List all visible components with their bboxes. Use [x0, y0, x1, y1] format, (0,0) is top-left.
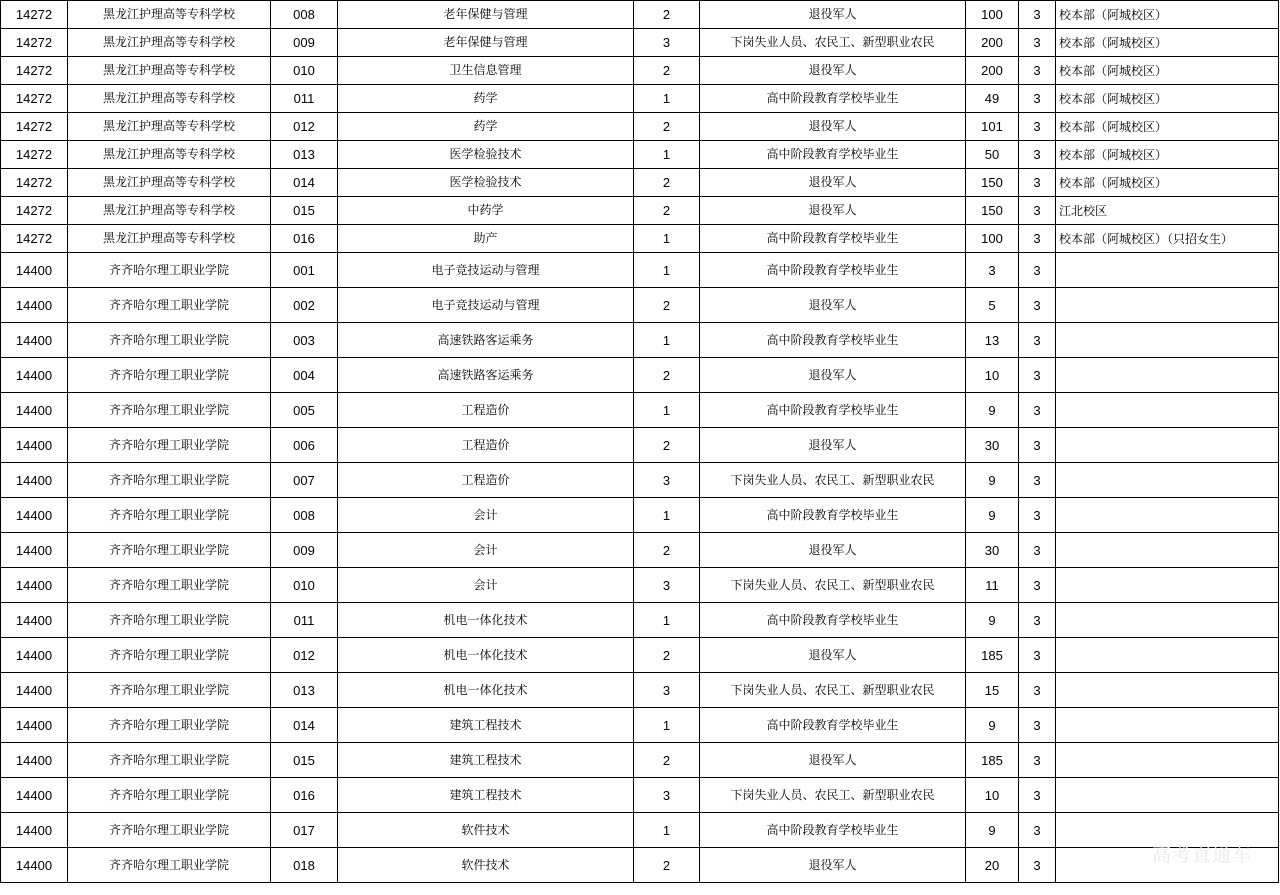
note-cell [1056, 428, 1279, 463]
major-cell: 建筑工程技术 [338, 778, 634, 813]
major-cell: 医学检验技术 [338, 169, 634, 197]
code-cell: 14400 [1, 603, 68, 638]
major-no-cell: 008 [271, 1, 338, 29]
school-cell: 黑龙江护理高等专科学校 [68, 1, 271, 29]
plan-cell: 101 [966, 113, 1019, 141]
school-cell: 齐齐哈尔理工职业学院 [68, 463, 271, 498]
type-cell: 1 [634, 323, 700, 358]
major-no-cell: 013 [271, 673, 338, 708]
years-cell: 3 [1019, 29, 1056, 57]
category-cell: 高中阶段教育学校毕业生 [700, 393, 966, 428]
major-no-cell: 008 [271, 498, 338, 533]
type-cell: 2 [634, 533, 700, 568]
code-cell: 14272 [1, 169, 68, 197]
school-cell: 黑龙江护理高等专科学校 [68, 169, 271, 197]
category-cell: 退役军人 [700, 358, 966, 393]
note-cell [1056, 778, 1279, 813]
plan-cell: 50 [966, 141, 1019, 169]
school-cell: 黑龙江护理高等专科学校 [68, 197, 271, 225]
type-cell: 2 [634, 638, 700, 673]
school-cell: 齐齐哈尔理工职业学院 [68, 603, 271, 638]
table-row [1, 358, 1279, 393]
school-cell: 齐齐哈尔理工职业学院 [68, 533, 271, 568]
category-cell: 高中阶段教育学校毕业生 [700, 85, 966, 113]
major-cell: 药学 [338, 85, 634, 113]
type-cell: 2 [634, 113, 700, 141]
note-cell [1056, 393, 1279, 428]
major-no-cell: 012 [271, 638, 338, 673]
category-cell: 退役军人 [700, 848, 966, 883]
major-no-cell: 018 [271, 848, 338, 883]
major-cell: 机电一体化技术 [338, 603, 634, 638]
major-no-cell: 014 [271, 708, 338, 743]
category-cell: 下岗失业人员、农民工、新型职业农民 [700, 568, 966, 603]
major-cell: 老年保健与管理 [338, 29, 634, 57]
major-no-cell: 002 [271, 288, 338, 323]
type-cell: 3 [634, 778, 700, 813]
plan-cell: 9 [966, 708, 1019, 743]
school-cell: 齐齐哈尔理工职业学院 [68, 778, 271, 813]
years-cell: 3 [1019, 57, 1056, 85]
note-cell [1056, 708, 1279, 743]
table-body [1, 1, 1279, 883]
category-cell: 退役军人 [700, 638, 966, 673]
code-cell: 14400 [1, 288, 68, 323]
years-cell: 3 [1019, 638, 1056, 673]
school-cell: 齐齐哈尔理工职业学院 [68, 498, 271, 533]
category-cell: 退役军人 [700, 169, 966, 197]
years-cell: 3 [1019, 1, 1056, 29]
years-cell: 3 [1019, 533, 1056, 568]
note-cell: 校本部（阿城校区） [1056, 141, 1279, 169]
table-row [1, 141, 1279, 169]
years-cell: 3 [1019, 141, 1056, 169]
note-cell: 校本部（阿城校区） [1056, 85, 1279, 113]
school-cell: 齐齐哈尔理工职业学院 [68, 428, 271, 463]
major-cell: 机电一体化技术 [338, 638, 634, 673]
plan-cell: 11 [966, 568, 1019, 603]
plan-cell: 10 [966, 778, 1019, 813]
major-cell: 药学 [338, 113, 634, 141]
note-cell [1056, 638, 1279, 673]
school-cell: 黑龙江护理高等专科学校 [68, 29, 271, 57]
years-cell: 3 [1019, 358, 1056, 393]
type-cell: 3 [634, 568, 700, 603]
school-cell: 黑龙江护理高等专科学校 [68, 225, 271, 253]
type-cell: 2 [634, 57, 700, 85]
table-row [1, 708, 1279, 743]
major-cell: 助产 [338, 225, 634, 253]
school-cell: 齐齐哈尔理工职业学院 [68, 813, 271, 848]
note-cell [1056, 498, 1279, 533]
code-cell: 14272 [1, 225, 68, 253]
plan-cell: 15 [966, 673, 1019, 708]
category-cell: 退役军人 [700, 113, 966, 141]
note-cell: 江北校区 [1056, 197, 1279, 225]
code-cell: 14400 [1, 673, 68, 708]
code-cell: 14272 [1, 57, 68, 85]
plan-cell: 9 [966, 813, 1019, 848]
note-cell [1056, 743, 1279, 778]
type-cell: 2 [634, 1, 700, 29]
years-cell: 3 [1019, 85, 1056, 113]
note-cell [1056, 568, 1279, 603]
major-no-cell: 013 [271, 141, 338, 169]
code-cell: 14400 [1, 708, 68, 743]
category-cell: 高中阶段教育学校毕业生 [700, 253, 966, 288]
major-no-cell: 012 [271, 113, 338, 141]
major-cell: 医学检验技术 [338, 141, 634, 169]
note-cell: 校本部（阿城校区） [1056, 113, 1279, 141]
major-cell: 老年保健与管理 [338, 1, 634, 29]
category-cell: 退役军人 [700, 197, 966, 225]
school-cell: 齐齐哈尔理工职业学院 [68, 568, 271, 603]
code-cell: 14400 [1, 848, 68, 883]
plan-cell: 9 [966, 603, 1019, 638]
years-cell: 3 [1019, 813, 1056, 848]
category-cell: 下岗失业人员、农民工、新型职业农民 [700, 29, 966, 57]
major-cell: 卫生信息管理 [338, 57, 634, 85]
category-cell: 下岗失业人员、农民工、新型职业农民 [700, 778, 966, 813]
category-cell: 下岗失业人员、农民工、新型职业农民 [700, 463, 966, 498]
category-cell: 高中阶段教育学校毕业生 [700, 603, 966, 638]
type-cell: 1 [634, 813, 700, 848]
category-cell: 退役军人 [700, 428, 966, 463]
type-cell: 1 [634, 393, 700, 428]
major-no-cell: 017 [271, 813, 338, 848]
code-cell: 14400 [1, 533, 68, 568]
category-cell: 高中阶段教育学校毕业生 [700, 813, 966, 848]
type-cell: 1 [634, 253, 700, 288]
code-cell: 14272 [1, 29, 68, 57]
school-cell: 齐齐哈尔理工职业学院 [68, 288, 271, 323]
watermark-text: 高考直通车 [1151, 844, 1252, 866]
type-cell: 3 [634, 673, 700, 708]
table-row [1, 813, 1279, 848]
major-cell: 会计 [338, 568, 634, 603]
code-cell: 14400 [1, 428, 68, 463]
category-cell: 退役军人 [700, 57, 966, 85]
type-cell: 3 [634, 463, 700, 498]
table-row [1, 253, 1279, 288]
major-cell: 机电一体化技术 [338, 673, 634, 708]
years-cell: 3 [1019, 323, 1056, 358]
code-cell: 14400 [1, 813, 68, 848]
note-cell [1056, 463, 1279, 498]
plan-cell: 5 [966, 288, 1019, 323]
plan-cell: 150 [966, 169, 1019, 197]
plan-cell: 9 [966, 463, 1019, 498]
note-cell [1056, 323, 1279, 358]
code-cell: 14400 [1, 323, 68, 358]
plan-cell: 100 [966, 225, 1019, 253]
table-row [1, 57, 1279, 85]
category-cell: 退役军人 [700, 288, 966, 323]
years-cell: 3 [1019, 225, 1056, 253]
years-cell: 3 [1019, 169, 1056, 197]
note-cell [1056, 288, 1279, 323]
category-cell: 退役军人 [700, 1, 966, 29]
code-cell: 14400 [1, 463, 68, 498]
type-cell: 2 [634, 743, 700, 778]
note-cell: 校本部（阿城校区） [1056, 1, 1279, 29]
school-cell: 齐齐哈尔理工职业学院 [68, 638, 271, 673]
plan-cell: 49 [966, 85, 1019, 113]
table-row [1, 603, 1279, 638]
table-row [1, 1, 1279, 29]
code-cell: 14400 [1, 393, 68, 428]
major-no-cell: 011 [271, 603, 338, 638]
major-cell: 电子竞技运动与管理 [338, 253, 634, 288]
note-cell: 校本部（阿城校区）（只招女生） [1056, 225, 1279, 253]
type-cell: 2 [634, 288, 700, 323]
plan-cell: 185 [966, 638, 1019, 673]
school-cell: 齐齐哈尔理工职业学院 [68, 848, 271, 883]
type-cell: 1 [634, 85, 700, 113]
code-cell: 14400 [1, 778, 68, 813]
type-cell: 3 [634, 29, 700, 57]
plan-cell: 200 [966, 57, 1019, 85]
table-row [1, 848, 1279, 883]
plan-cell: 3 [966, 253, 1019, 288]
years-cell: 3 [1019, 393, 1056, 428]
major-no-cell: 009 [271, 533, 338, 568]
years-cell: 3 [1019, 708, 1056, 743]
table-row [1, 778, 1279, 813]
plan-cell: 9 [966, 393, 1019, 428]
major-no-cell: 015 [271, 743, 338, 778]
major-cell: 高速铁路客运乘务 [338, 358, 634, 393]
years-cell: 3 [1019, 673, 1056, 708]
type-cell: 2 [634, 428, 700, 463]
years-cell: 3 [1019, 197, 1056, 225]
type-cell: 2 [634, 848, 700, 883]
major-no-cell: 007 [271, 463, 338, 498]
note-cell [1056, 358, 1279, 393]
table-row [1, 463, 1279, 498]
type-cell: 2 [634, 169, 700, 197]
table-row [1, 197, 1279, 225]
code-cell: 14400 [1, 358, 68, 393]
major-no-cell: 003 [271, 323, 338, 358]
code-cell: 14400 [1, 498, 68, 533]
table-row [1, 393, 1279, 428]
table-row [1, 568, 1279, 603]
plan-cell: 13 [966, 323, 1019, 358]
major-cell: 软件技术 [338, 813, 634, 848]
type-cell: 1 [634, 225, 700, 253]
type-cell: 1 [634, 498, 700, 533]
major-cell: 工程造价 [338, 428, 634, 463]
major-cell: 建筑工程技术 [338, 708, 634, 743]
table-row [1, 673, 1279, 708]
code-cell: 14400 [1, 253, 68, 288]
major-no-cell: 014 [271, 169, 338, 197]
plan-cell: 20 [966, 848, 1019, 883]
major-cell: 工程造价 [338, 393, 634, 428]
major-cell: 会计 [338, 498, 634, 533]
major-cell: 中药学 [338, 197, 634, 225]
note-cell: 校本部（阿城校区） [1056, 169, 1279, 197]
major-no-cell: 005 [271, 393, 338, 428]
code-cell: 14400 [1, 568, 68, 603]
table-row [1, 85, 1279, 113]
major-cell: 会计 [338, 533, 634, 568]
plan-cell: 185 [966, 743, 1019, 778]
years-cell: 3 [1019, 428, 1056, 463]
school-cell: 齐齐哈尔理工职业学院 [68, 253, 271, 288]
note-cell: 校本部（阿城校区） [1056, 57, 1279, 85]
major-cell: 建筑工程技术 [338, 743, 634, 778]
years-cell: 3 [1019, 288, 1056, 323]
school-cell: 齐齐哈尔理工职业学院 [68, 358, 271, 393]
school-cell: 齐齐哈尔理工职业学院 [68, 323, 271, 358]
major-cell: 软件技术 [338, 848, 634, 883]
table-row [1, 288, 1279, 323]
category-cell: 退役军人 [700, 743, 966, 778]
code-cell: 14272 [1, 1, 68, 29]
years-cell: 3 [1019, 603, 1056, 638]
school-cell: 黑龙江护理高等专科学校 [68, 57, 271, 85]
years-cell: 3 [1019, 113, 1056, 141]
school-cell: 齐齐哈尔理工职业学院 [68, 708, 271, 743]
category-cell: 高中阶段教育学校毕业生 [700, 708, 966, 743]
category-cell: 退役军人 [700, 533, 966, 568]
school-cell: 齐齐哈尔理工职业学院 [68, 673, 271, 708]
code-cell: 14272 [1, 141, 68, 169]
school-cell: 黑龙江护理高等专科学校 [68, 85, 271, 113]
code-cell: 14272 [1, 197, 68, 225]
major-no-cell: 009 [271, 29, 338, 57]
major-cell: 高速铁路客运乘务 [338, 323, 634, 358]
type-cell: 1 [634, 603, 700, 638]
plan-cell: 150 [966, 197, 1019, 225]
school-cell: 齐齐哈尔理工职业学院 [68, 393, 271, 428]
type-cell: 1 [634, 141, 700, 169]
major-no-cell: 006 [271, 428, 338, 463]
note-cell [1056, 603, 1279, 638]
plan-cell: 30 [966, 533, 1019, 568]
school-cell: 黑龙江护理高等专科学校 [68, 113, 271, 141]
major-no-cell: 011 [271, 85, 338, 113]
major-no-cell: 016 [271, 225, 338, 253]
note-cell [1056, 533, 1279, 568]
category-cell: 高中阶段教育学校毕业生 [700, 141, 966, 169]
years-cell: 3 [1019, 253, 1056, 288]
school-cell: 齐齐哈尔理工职业学院 [68, 743, 271, 778]
note-cell [1056, 253, 1279, 288]
years-cell: 3 [1019, 568, 1056, 603]
code-cell: 14400 [1, 638, 68, 673]
table-row [1, 638, 1279, 673]
code-cell: 14400 [1, 743, 68, 778]
years-cell: 3 [1019, 498, 1056, 533]
code-cell: 14272 [1, 85, 68, 113]
category-cell: 下岗失业人员、农民工、新型职业农民 [700, 673, 966, 708]
note-cell: 校本部（阿城校区） [1056, 29, 1279, 57]
major-cell: 工程造价 [338, 463, 634, 498]
plan-cell: 200 [966, 29, 1019, 57]
table-row [1, 29, 1279, 57]
table-row [1, 169, 1279, 197]
type-cell: 1 [634, 708, 700, 743]
major-no-cell: 004 [271, 358, 338, 393]
table-row [1, 498, 1279, 533]
major-no-cell: 010 [271, 57, 338, 85]
table-row [1, 428, 1279, 463]
table-row [1, 743, 1279, 778]
years-cell: 3 [1019, 743, 1056, 778]
category-cell: 高中阶段教育学校毕业生 [700, 498, 966, 533]
category-cell: 高中阶段教育学校毕业生 [700, 225, 966, 253]
table-row [1, 113, 1279, 141]
table-row [1, 533, 1279, 568]
plan-cell: 9 [966, 498, 1019, 533]
category-cell: 高中阶段教育学校毕业生 [700, 323, 966, 358]
plan-cell: 10 [966, 358, 1019, 393]
type-cell: 2 [634, 358, 700, 393]
plan-cell: 100 [966, 1, 1019, 29]
major-no-cell: 015 [271, 197, 338, 225]
years-cell: 3 [1019, 463, 1056, 498]
code-cell: 14272 [1, 113, 68, 141]
major-cell: 电子竞技运动与管理 [338, 288, 634, 323]
years-cell: 3 [1019, 778, 1056, 813]
years-cell: 3 [1019, 848, 1056, 883]
type-cell: 2 [634, 197, 700, 225]
major-no-cell: 001 [271, 253, 338, 288]
major-no-cell: 016 [271, 778, 338, 813]
table-row [1, 323, 1279, 358]
note-cell [1056, 673, 1279, 708]
plan-cell: 30 [966, 428, 1019, 463]
school-cell: 黑龙江护理高等专科学校 [68, 141, 271, 169]
table-row [1, 225, 1279, 253]
major-no-cell: 010 [271, 568, 338, 603]
